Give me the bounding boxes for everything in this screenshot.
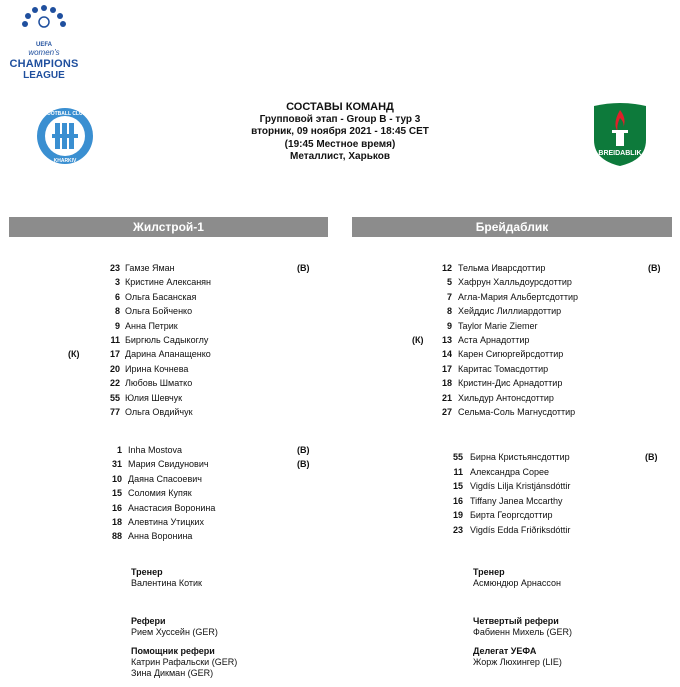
player-name: Taylor Marie Ziemer [458, 320, 538, 331]
player-number: 23 [452, 524, 463, 535]
logo-champions: CHAMPIONS [9, 58, 79, 70]
player-name: Анна Воронина [128, 531, 193, 542]
goalkeeper-flag: (В) [648, 263, 661, 273]
player-number: 11 [110, 335, 120, 345]
captain-flag: (К) [68, 349, 80, 360]
player-name: Дарина Апанащенко [125, 349, 211, 360]
player-number: 15 [111, 488, 122, 499]
player-number: 27 [441, 407, 452, 417]
player-number: 3 [114, 277, 120, 288]
player-number: 5 [446, 277, 452, 288]
player-name: Каритас Томасдоттир [458, 363, 549, 374]
player-name: Бирна Кристьянсдоттир [470, 452, 570, 462]
player-name: Агла-Мария Альбертсдоттир [458, 291, 579, 302]
player-name: Vigdís Edda Friðriksdóttir [470, 524, 571, 535]
player-number: 88 [111, 531, 122, 542]
player-name: Ольга Бойченко [125, 306, 193, 317]
logo-women: women's [28, 48, 60, 57]
match-header [200, 101, 480, 164]
player-number: 16 [452, 495, 463, 506]
player-number: 9 [114, 320, 120, 331]
venue-line: Металлист, Харьков [290, 151, 390, 162]
away-crest-text: BREIDABLIK [598, 150, 642, 157]
player-number: 20 [109, 363, 120, 374]
stars-icon [20, 4, 68, 38]
player-number: 9 [446, 320, 452, 331]
datetime-line: вторник, 09 ноября 2021 - 18:45 CET [251, 126, 429, 137]
player-name: Ирина Кочнева [125, 363, 189, 374]
player-name: Анастасия Воронина [128, 502, 216, 513]
player-name: Соломия Купяк [128, 488, 192, 499]
player-number: 31 [111, 459, 122, 470]
player-number: 11 [453, 466, 463, 477]
player-name: Кристин-Дис Арнадоттир [458, 378, 563, 389]
referee-label: Рефери [131, 616, 166, 626]
player-name: Хильдур Антонсдоттир [458, 392, 554, 403]
fourth-official-name: Фабиенн Михель (GER) [473, 627, 573, 637]
player-name: Tiffany Janea Mccarthy [470, 495, 563, 506]
player-name: Алевтина Утицких [128, 517, 204, 527]
player-name: Inha Mostova [128, 445, 183, 455]
player-name: Ольга Овдийчук [125, 407, 193, 417]
player-name: Ольга Басанская [125, 291, 197, 302]
player-number: 8 [114, 306, 120, 317]
player-number: 19 [452, 510, 463, 520]
referee-name: Рием Хуссейн (GER) [131, 627, 218, 637]
away-team-bar: Брейдаблик [352, 217, 672, 237]
away-crest-icon [590, 100, 650, 168]
logo-uefa: UEFA [35, 42, 52, 48]
uefa-delegate-label: Делегат УЕФА [473, 646, 537, 656]
away-coach-name: Асмюндюр Арнассон [473, 578, 561, 588]
home-crest-top-text: FOOTBALL CLUB [43, 111, 87, 117]
home-crest-icon [30, 105, 100, 167]
captain-flag: (К) [412, 335, 424, 345]
assistant-referee-1: Катрин Рафальски (GER) [131, 657, 238, 667]
stage-line: Групповой этап - Group B - тур 3 [259, 113, 421, 125]
away-coach-label: Тренер [473, 567, 505, 577]
player-number: 15 [452, 481, 463, 491]
player-number: 1 [116, 445, 122, 455]
player-number: 8 [446, 306, 452, 317]
uwcl-logo [6, 4, 82, 82]
logo-league: LEAGUE [23, 70, 65, 81]
player-name: Тельма Иварсдоттир [458, 263, 546, 273]
player-number: 6 [114, 291, 120, 302]
goalkeeper-flag: (В) [297, 445, 310, 455]
player-name: Аста Арнадоттир [458, 335, 530, 345]
player-name: Даяна Спасоевич [128, 473, 202, 484]
player-name: Любовь Шматко [125, 378, 193, 389]
player-number: 7 [446, 291, 452, 302]
goalkeeper-flag: (В) [297, 459, 310, 470]
goalkeeper-flag: (В) [645, 452, 658, 462]
player-name: Бирта Георгсдоттир [470, 510, 553, 520]
home-crest-bottom-text: KHARKIV [53, 158, 77, 164]
assistant-referees-label: Помощник рефери [131, 646, 215, 656]
player-name: Кристине Алексанян [125, 277, 212, 288]
player-number: 17 [441, 363, 452, 374]
player-name: Биргюль Садыкоглу [125, 335, 209, 345]
player-number: 21 [441, 392, 452, 403]
player-number: 55 [109, 392, 120, 403]
player-name: Александра Сорее [470, 466, 550, 477]
player-number: 13 [441, 335, 452, 345]
player-name: Мария Свидунович [128, 459, 209, 470]
player-number: 17 [109, 349, 120, 360]
player-name: Юлия Шевчук [125, 392, 183, 403]
player-number: 77 [109, 407, 120, 417]
player-number: 22 [109, 378, 120, 389]
player-number: 55 [452, 452, 463, 462]
goalkeeper-flag: (В) [297, 263, 310, 273]
assistant-referee-2: Зина Дикман (GER) [131, 668, 214, 678]
player-name: Анна Петрик [125, 320, 178, 331]
player-number: 18 [111, 517, 122, 527]
player-number: 16 [111, 502, 122, 513]
fourth-official-label: Четвертый рефери [473, 616, 559, 626]
player-number: 23 [109, 263, 120, 273]
local-time-line: (19:45 Местное время) [284, 138, 396, 150]
home-coach-label: Тренер [131, 567, 163, 577]
home-team-bar: Жилстрой-1 [9, 217, 328, 237]
player-name: Vigdís Lilja Kristjánsdóttir [470, 481, 571, 491]
home-coach-name: Валентина Котик [131, 578, 202, 588]
player-number: 14 [441, 349, 452, 360]
player-number: 10 [111, 473, 122, 484]
player-name: Хафрун Халльдоурсдоттир [458, 277, 572, 288]
player-name: Хейддис Лиллиардоттир [458, 306, 562, 317]
player-name: Сельма-Соль Магнусдоттир [458, 407, 576, 417]
uefa-delegate-name: Жорж Люхингер (LIE) [473, 657, 562, 667]
player-name: Гамзе Яман [125, 263, 175, 273]
page-title: СОСТАВЫ КОМАНД [286, 101, 394, 113]
player-number: 18 [441, 378, 452, 389]
player-name: Карен Сигюргейрсдоттир [458, 349, 564, 360]
player-number: 12 [441, 263, 452, 273]
